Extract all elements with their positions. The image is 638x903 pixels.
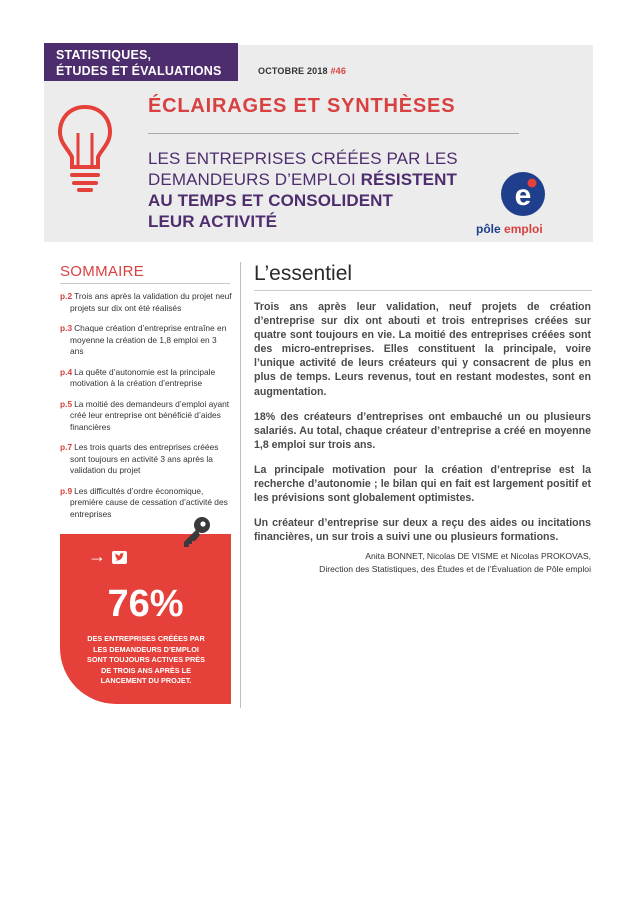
stat-caption: DES ENTREPRISES CRÉÉES PAR LES DEMANDEURS D’EMPLOI SONT TOUJOURS ACTIVES PRÈS DE TROIS ANS APRÈS LE LANCEMENT DU PROJET. (87, 634, 205, 685)
logo-mark (501, 172, 545, 216)
publication-label-line2: ÉTUDES ET ÉVALUATIONS (56, 64, 222, 78)
publication-label (44, 43, 238, 81)
sommaire-divider (60, 283, 230, 284)
affiliation: Direction des Statistiques, des Études et de l’Évaluation de Pôle emploi (319, 563, 591, 574)
sommaire-page: p.3 (60, 323, 73, 333)
sommaire-page: p.4 (60, 366, 73, 377)
essentiel-divider (254, 290, 592, 291)
pole-emploi-logo-icon (501, 172, 545, 216)
issue-date: OCTOBRE 2018 (258, 66, 328, 76)
issue-number: #46 (330, 66, 347, 76)
sommaire-text: La quête d’autonomie est la principale motivation à la création d’entreprise (70, 366, 216, 388)
sommaire-page: p.5 (60, 398, 73, 409)
sommaire-text: Trois ans après la validation du projet neuf projets sur dix ont été réalisés (70, 291, 232, 313)
stat-value: 76% (107, 583, 184, 625)
title-line-4: LEUR ACTIVITÉ (148, 212, 278, 231)
sommaire-text: Les trois quarts des entreprises créées sont toujours en activité 3 ans après la validation du projet (70, 442, 219, 475)
essentiel-body (254, 300, 591, 555)
title-line-2-plain: DEMANDEURS D’EMPLOI (148, 170, 356, 189)
sommaire-page: p.7 (60, 442, 73, 452)
logo-word-emploi: emploi (504, 222, 543, 236)
essentiel-paragraph: Un créateur d’entreprise sur deux a reçu des aides ou incitations financières, un sur trois a suivi une ou plusieurs formations. (254, 517, 591, 544)
sommaire-text: La moitié des demandeurs d’emploi ayant créé leur entreprise ont bénéficié d’aides financières (70, 398, 230, 432)
sommaire-item[interactable] (60, 442, 232, 477)
issue-info (258, 66, 346, 76)
author-signature (254, 550, 591, 575)
key-icon (178, 514, 214, 550)
logo-word-pole: pôle (476, 222, 505, 236)
sommaire-heading: SOMMAIRE (60, 263, 145, 280)
sommaire-item[interactable] (60, 399, 232, 434)
essentiel-paragraph: La principale motivation pour la création d’entreprise est la recherche d’autonomie ; le bilan qui en fait est largement positif et les prévisions sont globalement optimistes. (254, 463, 591, 505)
twitter-bird-icon (112, 551, 127, 564)
sommaire-item[interactable] (60, 367, 232, 390)
sommaire-text: Chaque création d’entreprise entraîne en moyenne la création de 1,8 emploi en 3 ans (70, 323, 227, 356)
sommaire-item[interactable] (60, 323, 232, 358)
essentiel-paragraph: Trois ans après leur validation, neuf projets de création d’entreprise sur dix ont abouti et trois entreprises créées sur quatre sont toujours en vie. La moitié des entreprises créées sont des micro-entreprises. Elles constituent la principale, voire l’unique activité de leurs créateurs qui y consacrent de plus en plus de temps. Leurs revenus, tout en restant modestes, sont en augmentation. (254, 301, 591, 398)
essentiel-heading: L’essentiel (254, 262, 353, 285)
title-line-2-strong: RÉSISTENT (360, 170, 457, 189)
page-title (148, 148, 478, 232)
share-arrow-icon: → (88, 546, 106, 566)
title-line-1: LES ENTREPRISES CRÉÉES PAR LES (148, 149, 458, 168)
column-divider (240, 262, 241, 708)
logo-letter: e (514, 179, 532, 212)
sommaire-page: p.9 (60, 485, 73, 496)
sommaire-list (60, 291, 232, 529)
series-title: ÉCLAIRAGES ET SYNTHÈSES (148, 95, 456, 117)
sommaire-item[interactable] (60, 291, 232, 314)
essentiel-paragraph: 18% des créateurs d’entreprises ont embauché un ou plusieurs salariés. Au total, chaque créateur d’entreprise a créé en moyenne 1,8 emploi sur trois ans. (254, 410, 591, 451)
sommaire-page: p.2 (60, 291, 73, 301)
lightbulb-icon (56, 103, 114, 193)
title-line-2 (148, 169, 478, 190)
sommaire-text: Les difficultés d’ordre économique, première cause de cessation d’activité des entreprises (70, 485, 228, 519)
twitter-icon[interactable] (112, 551, 127, 564)
authors: Anita BONNET, Nicolas DE VISME et Nicolas PROKOVAS, (365, 551, 591, 561)
publication-label-line1: STATISTIQUES, (56, 48, 152, 62)
title-line-3: AU TEMPS ET CONSOLIDENT (148, 191, 394, 210)
title-divider (148, 133, 519, 134)
logo-wordmark (476, 222, 543, 236)
